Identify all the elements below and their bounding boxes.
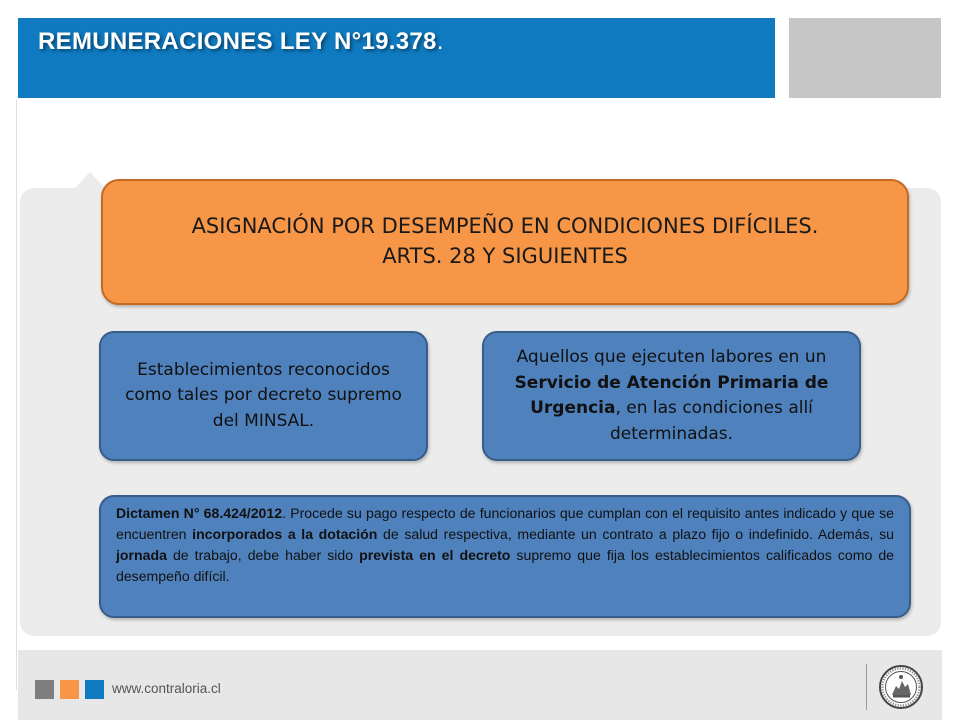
criteria-urgency-text xyxy=(498,345,845,447)
dictamen-bold-1: incorporados a la dotación xyxy=(192,526,378,543)
heading-box xyxy=(101,179,909,305)
dictamen-text-4: supremo que fija los establecimientos calificados como de desempeño difícil. xyxy=(116,547,895,585)
left-divider xyxy=(16,100,17,690)
page-title-suffix: . xyxy=(436,28,444,55)
footer-square-orange xyxy=(60,680,79,699)
dictamen-text xyxy=(116,505,894,584)
criteria-box-urgency xyxy=(482,331,861,461)
dictamen-text-3: de trabajo, debe haber sido xyxy=(166,547,360,564)
header-grey-block xyxy=(789,18,941,98)
heading-line-1: ASIGNACIÓN POR DESEMPEÑO EN CONDICIONES DIFÍCILES. xyxy=(191,214,819,239)
page-title xyxy=(38,28,444,56)
heading-line-2: ARTS. 28 Y SIGUIENTES xyxy=(382,244,628,268)
footer-square-blue xyxy=(85,680,104,699)
dictamen-text-2: de salud respectiva, mediante un contrato a plazo fijo o indefinido. Además, su xyxy=(377,526,894,543)
dictamen-text-1: . Procede su pago respecto de funcionarios que cumplan con el requisito antes indicado y que se encuentren xyxy=(116,505,894,543)
contraloria-seal-icon xyxy=(878,664,924,710)
footer-square-grey xyxy=(35,680,54,699)
dictamen-bold-2: jornada xyxy=(116,547,167,564)
footer-divider xyxy=(866,664,867,710)
dictamen-label: Dictamen N° 68.424/2012 xyxy=(116,505,283,521)
criteria-urgency-text-b: , en las condiciones allí determinadas. xyxy=(609,398,813,444)
criteria-urgency-text-a: Aquellos que ejecuten labores en un xyxy=(516,347,827,367)
panel-notch xyxy=(74,172,106,189)
criteria-urgency-bold: Servicio de Atención Primaria de Urgencia xyxy=(514,372,829,418)
dictamen-box xyxy=(99,495,911,618)
dictamen-bold-3: prevista en el decreto xyxy=(359,547,511,564)
criteria-establishments-text: Establecimientos reconocidos como tales por decreto supremo del MINSAL. xyxy=(125,359,402,431)
criteria-box-establishments xyxy=(99,331,428,461)
page-title-text: REMUNERACIONES LEY N°19.378 xyxy=(38,28,437,55)
footer-url[interactable]: www.contraloria.cl xyxy=(112,681,221,696)
